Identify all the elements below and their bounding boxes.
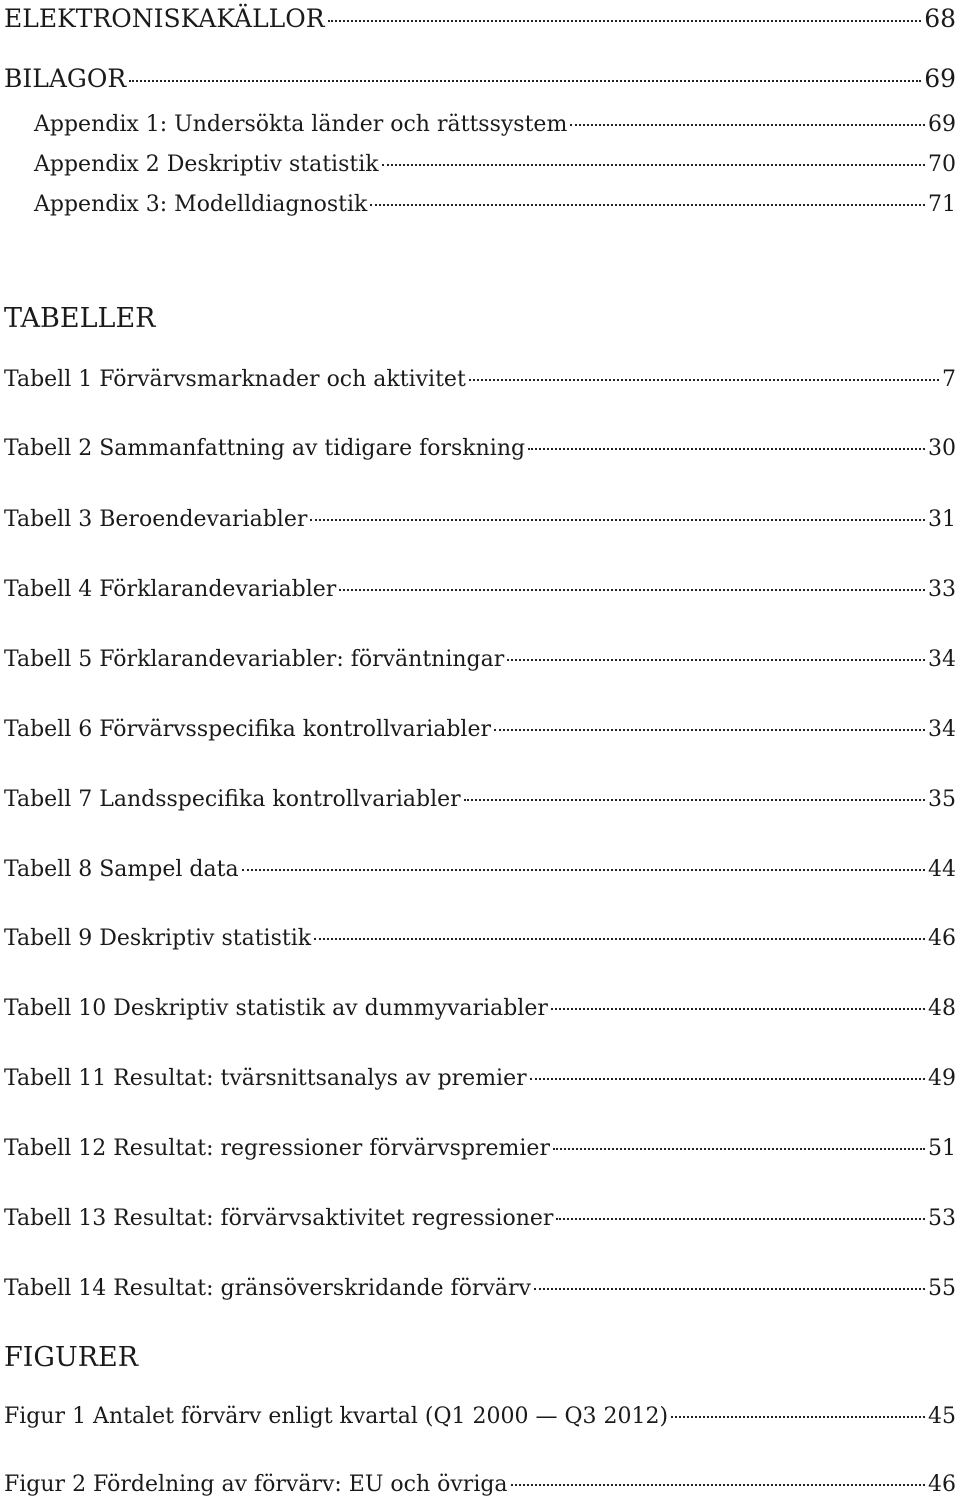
toc-entry-label: Tabell 4 Förklarandevariabler: [4, 577, 337, 602]
toc-entry-page: 49: [928, 1066, 956, 1091]
toc-entry-label: Tabell 7 Landsspecifika kontrollvariabler: [4, 787, 461, 812]
dot-leader: [511, 1484, 925, 1486]
toc-entry-figur-2[interactable]: [4, 1472, 956, 1497]
dot-leader: [464, 799, 925, 801]
toc-entry-label: Appendix 2 Deskriptiv statistik: [34, 152, 379, 177]
toc-entry-tabell-4[interactable]: [4, 577, 956, 602]
toc-entry-page: 48: [928, 996, 956, 1021]
toc-entry-page: 45: [928, 1404, 956, 1429]
toc-entry-tabell-8[interactable]: [4, 857, 956, 882]
toc-entry-label: Tabell 10 Deskriptiv statistik av dummyvariabler: [4, 996, 548, 1021]
dot-leader: [314, 938, 925, 940]
toc-entry-elektroniska-kallor[interactable]: [4, 4, 956, 33]
dot-leader: [528, 448, 925, 450]
toc-entry-bilagor[interactable]: [4, 64, 956, 93]
dot-leader: [494, 729, 925, 731]
toc-entry-page: 44: [928, 857, 956, 882]
toc-entry-page: 55: [928, 1276, 956, 1301]
toc-entry-tabell-13[interactable]: [4, 1206, 956, 1231]
toc-entry-label: ELEKTRONISKAKÄLLOR: [4, 4, 325, 33]
toc-entry-appendix-1[interactable]: [34, 112, 956, 137]
toc-entry-tabell-6[interactable]: [4, 717, 956, 742]
toc-entry-label: Tabell 5 Förklarandevariabler: förväntningar: [4, 647, 505, 672]
toc-entry-page: 33: [928, 577, 956, 602]
dot-leader: [328, 20, 922, 22]
toc-entry-label: Tabell 3 Beroendevariabler: [4, 507, 308, 532]
toc-entry-page: 34: [928, 717, 956, 742]
toc-entry-appendix-2[interactable]: [34, 152, 956, 177]
toc-entry-page: 31: [928, 507, 956, 532]
toc-entry-page: 46: [928, 1472, 956, 1497]
toc-entry-label: Tabell 9 Deskriptiv statistik: [4, 926, 312, 951]
dot-leader: [242, 869, 925, 871]
toc-entry-label: Tabell 14 Resultat: gränsöverskridande förvärv: [4, 1276, 531, 1301]
toc-entry-page: 46: [928, 926, 956, 951]
dot-leader: [339, 589, 925, 591]
toc-entry-label: Tabell 1 Förvärvsmarknader och aktivitet: [4, 367, 466, 392]
dot-leader: [129, 80, 921, 82]
dot-leader: [671, 1416, 925, 1418]
toc-entry-page: 30: [928, 436, 956, 461]
toc-entry-label: Tabell 13 Resultat: förvärvsaktivitet regressioner: [4, 1206, 554, 1231]
toc-entry-tabell-14[interactable]: [4, 1276, 956, 1301]
dot-leader: [507, 659, 925, 661]
toc-entry-page: 71: [928, 192, 956, 217]
toc-entry-label: Tabell 8 Sampel data: [4, 857, 239, 882]
toc-entry-tabell-11[interactable]: [4, 1066, 956, 1091]
toc-entry-figur-1[interactable]: [4, 1404, 956, 1429]
toc-entry-tabell-7[interactable]: [4, 787, 956, 812]
toc-entry-tabell-12[interactable]: [4, 1136, 956, 1161]
dot-leader: [553, 1148, 925, 1150]
toc-entry-tabell-2[interactable]: [4, 436, 956, 461]
dot-leader: [570, 124, 925, 126]
dot-leader: [551, 1008, 925, 1010]
toc-entry-label: Figur 1 Antalet förvärv enligt kvartal (Q1 2000 — Q3 2012): [4, 1404, 669, 1429]
dot-leader: [310, 519, 925, 521]
toc-entry-label: Appendix 3: Modelldiagnostik: [34, 192, 368, 217]
toc-entry-label: Tabell 2 Sammanfattning av tidigare forskning: [4, 436, 526, 461]
toc-entry-page: 7: [942, 367, 956, 392]
toc-entry-tabell-9[interactable]: [4, 926, 956, 951]
toc-entry-tabell-1[interactable]: [4, 367, 956, 392]
toc-entry-tabell-10[interactable]: [4, 996, 956, 1021]
toc-entry-page: 68: [924, 4, 956, 33]
toc-entry-page: 51: [928, 1136, 956, 1161]
dot-leader: [370, 204, 925, 206]
toc-entry-label: Figur 2 Fördelning av förvärv: EU och övriga: [4, 1472, 508, 1497]
toc-entry-page: 34: [928, 647, 956, 672]
dot-leader: [534, 1288, 925, 1290]
toc-entry-label: Tabell 11 Resultat: tvärsnittsanalys av premier: [4, 1066, 527, 1091]
section-heading-figurer: FIGURER: [4, 1342, 139, 1373]
toc-entry-page: 35: [928, 787, 956, 812]
toc-entry-page: 69: [928, 112, 956, 137]
dot-leader: [556, 1218, 925, 1220]
toc-entry-label: Appendix 1: Undersökta länder och rättssystem: [34, 112, 568, 137]
dot-leader: [382, 164, 925, 166]
dot-leader: [530, 1078, 925, 1080]
toc-entry-page: 69: [924, 64, 956, 93]
toc-entry-label: BILAGOR: [4, 64, 127, 93]
toc-entry-tabell-5[interactable]: [4, 647, 956, 672]
toc-entry-label: Tabell 12 Resultat: regressioner förvärvspremier: [4, 1136, 550, 1161]
toc-entry-page: 53: [928, 1206, 956, 1231]
toc-entry-label: Tabell 6 Förvärvsspecifika kontrollvariabler: [4, 717, 491, 742]
toc-entry-appendix-3[interactable]: [34, 192, 956, 217]
toc-entry-tabell-3[interactable]: [4, 507, 956, 532]
section-heading-tabeller: TABELLER: [4, 303, 156, 334]
toc-entry-page: 70: [928, 152, 956, 177]
dot-leader: [469, 379, 939, 381]
